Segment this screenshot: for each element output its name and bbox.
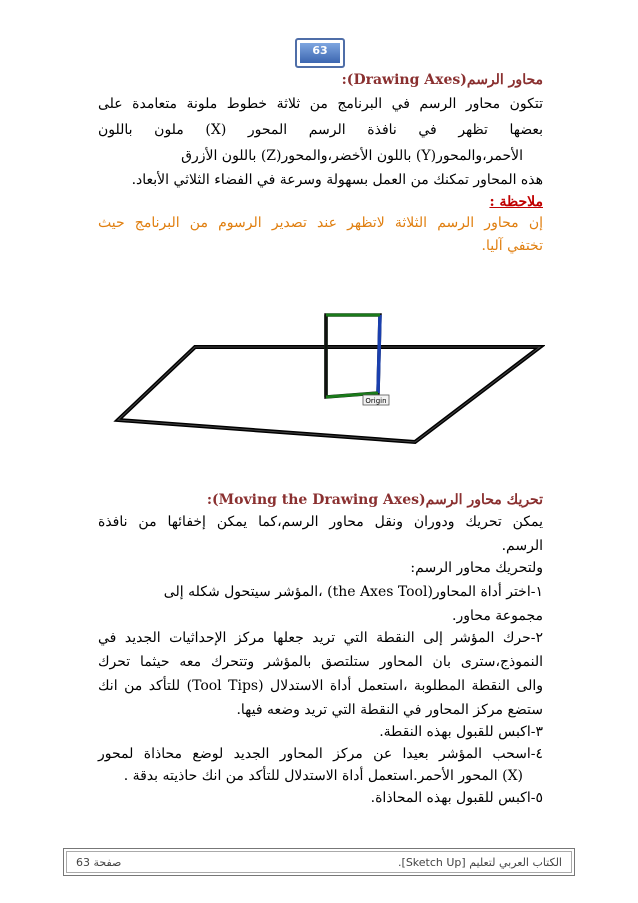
section1-line-4: هذه المحاور تمكنك من العمل بسهولة وسرعة في الفضاء الثلاثي الأبعاد. bbox=[131, 172, 543, 188]
section1-line-1: تتكون محاور الرسم في البرنامج من ثلاثة خطوط ملونة متعامدة على bbox=[98, 96, 543, 112]
footer-page-label: صفحة 63 bbox=[76, 856, 122, 869]
section2-line-5: مجموعة محاور. bbox=[452, 608, 543, 624]
section2-heading: تحريك محاور الرسم(Moving the Drawing Axes): bbox=[206, 492, 543, 508]
section2-line-4: ١-اختر أداة المحاور(the Axes Tool) ،المؤشر سيتحول شكله إلى bbox=[163, 584, 543, 600]
section2-line-13: ٥-اكبس للقبول بهذه المحاذاة. bbox=[370, 790, 543, 806]
page-number: 63 bbox=[300, 43, 340, 63]
section1-line-2: بعضها تظهر في نافذة الرسم المحور (X) ملون باللون bbox=[98, 122, 543, 138]
footer-book-title: الكتاب العربي لتعليم [Sketch Up]. bbox=[398, 856, 562, 869]
page-footer bbox=[63, 848, 575, 876]
section2-line-10: ٣-اكبس للقبول بهذه النقطة. bbox=[379, 724, 543, 740]
drawing-axes-figure bbox=[100, 235, 545, 470]
note-line-2: تختفي آليا. bbox=[481, 238, 543, 254]
section2-line-3: ولتحريك محاور الرسم: bbox=[410, 560, 543, 576]
section2-line-6: ٢-حرك المؤشر إلى النقطة التي تريد جعلها مركز الإحداثيات الجديد في bbox=[98, 630, 543, 646]
note-label: ملاحظة : bbox=[489, 194, 543, 210]
section2-line-11: ٤-اسحب المؤشر بعيدا عن مركز المحاور الجديد لوضع محاذاة لمحور bbox=[98, 746, 543, 762]
origin-label: Origin bbox=[365, 397, 387, 405]
note-line-1: إن محاور الرسم الثلاثة لاتظهر عند تصدير الرسوم من البرنامج حيث bbox=[98, 215, 543, 231]
section2-line-7: النموذج،سترى بان المحاور ستلتصق بالمؤشر وتتحرك معه حيثما تحرك bbox=[98, 654, 543, 670]
section2-line-2: الرسم. bbox=[501, 538, 543, 554]
section1-heading: محاور الرسم(Drawing Axes): bbox=[341, 72, 543, 88]
section2-line-9: ستضع مركز المحاور في النقطة التي تريد وضعه فيها. bbox=[236, 702, 543, 718]
section2-line-8: والى النقطة المطلوبة ،استعمل أداة الاستدلال (Tool Tips) للتأكد من انك bbox=[98, 678, 543, 694]
section2-line-12: (X) المحور الأحمر.استعمل أداة الاستدلال للتأكد من انك حاذيته بدقة . bbox=[123, 768, 523, 784]
blue-axis-edge bbox=[378, 315, 380, 393]
section2-line-1: يمكن تحريك ودوران ونقل محاور الرسم،كما يمكن إخفائها من نافذة bbox=[98, 514, 543, 530]
vertical-rectangle bbox=[326, 315, 380, 397]
page-number-badge bbox=[295, 38, 345, 68]
section1-line-3: الأحمر،والمحور(Y) باللون الأخضر،والمحور(Z) باللون الأزرق bbox=[181, 148, 523, 164]
